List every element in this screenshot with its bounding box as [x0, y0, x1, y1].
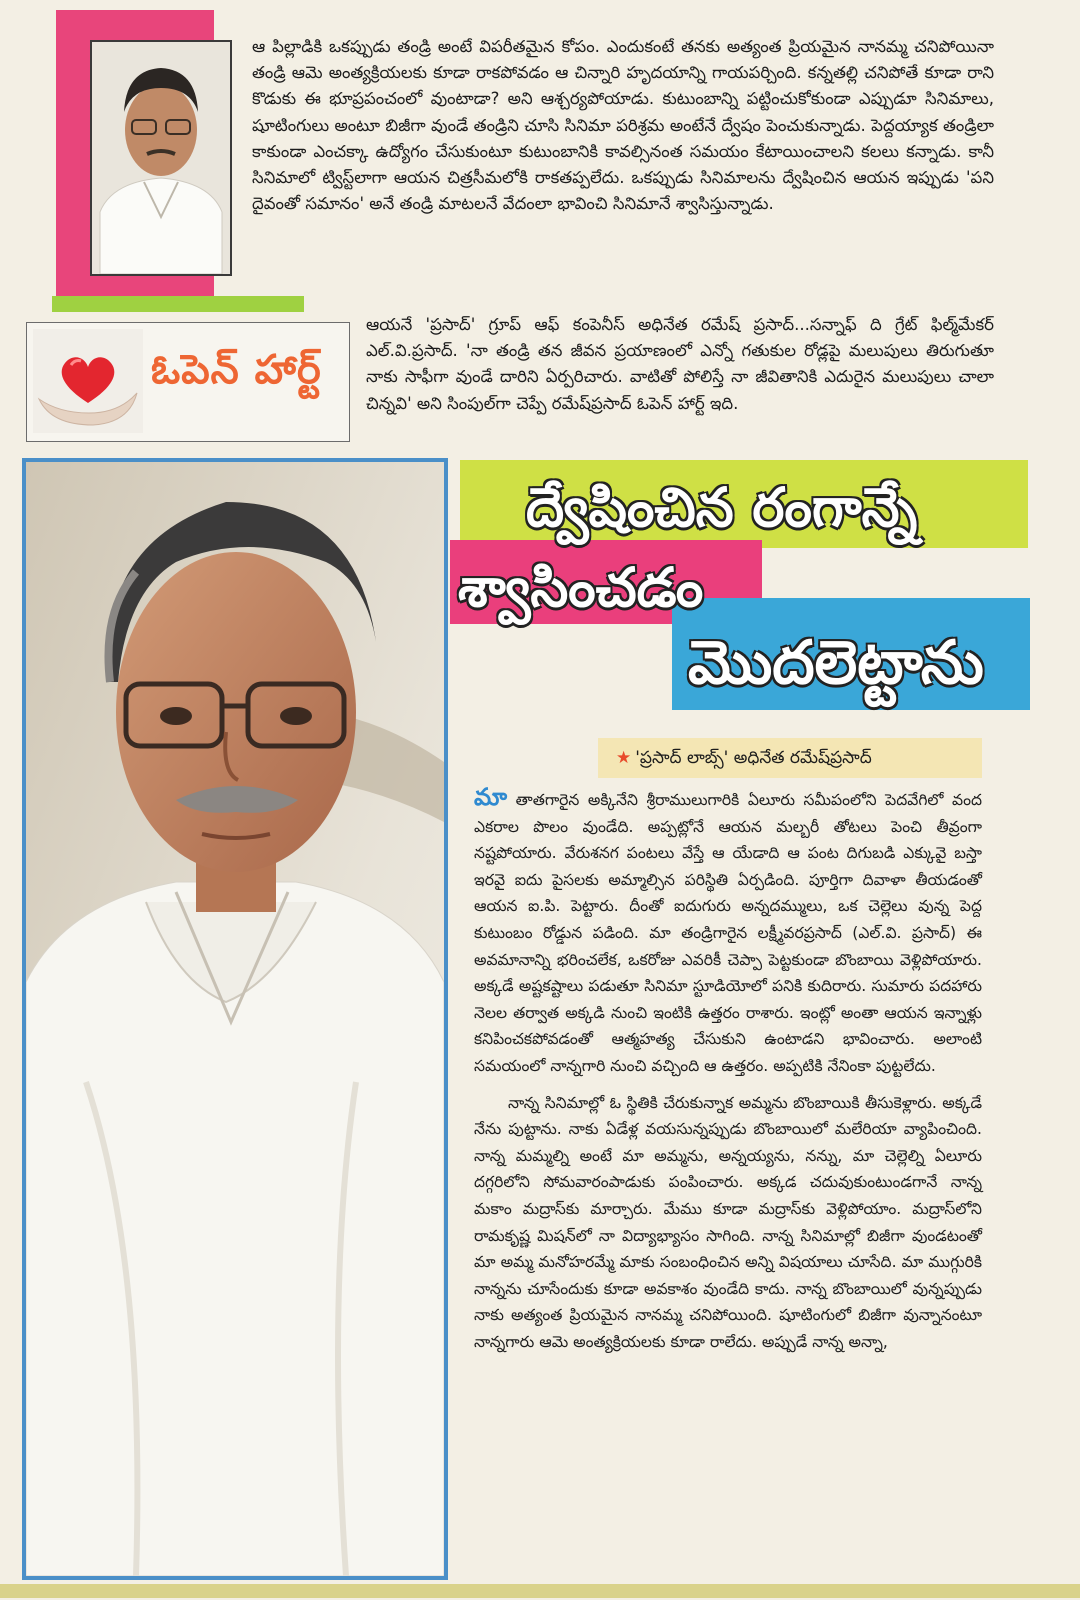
portrait-photo-small — [90, 40, 232, 276]
intro-paragraph-2: ఆయనే 'ప్రసాద్' గ్రూప్ ఆఫ్ కంపెనీస్ అధినేత రమేష్ ప్రసాద్...సన్నాఫ్ ది గ్రేట్ ఫిల్మ్‌మేకర్ ఎల్.వి.ప్రసాద్. 'నా తండ్రి తన జీవన ప్రయాణంలో ఎన్నో గతుకుల రోడ్లపై మలుపులు తిరుగుతూ నాకు సాఫీగా వుండే దారిని ఏర్పరిచారు. వాటితో పోలిస్తే నా జీవితానికి ఎదురైన మలుపులు చాలా చిన్నవి' అని సింపుల్‌గా చెప్పే రమేష్‌ప్రసాద్ ఓపెన్ హార్ట్ ఇది. — [366, 315, 994, 413]
intro-paragraph-1: ఆ పిల్లాడికి ఒకప్పుడు తండ్రి అంటే విపరీతమైన కోపం. ఎందుకంటే తనకు అత్యంత ప్రియమైన నానమ్మ చనిపోయినా తండ్రి ఆమె అంత్యక్రియలకు కూడా రాకపోవడం ఆ చిన్నారి హృదయాన్ని గాయపర్చింది. కన్నతల్లి చనిపోతే కూడా రాని కొడుకు ఈ భూప్రపంచంలో వుంటాడా? అని ఆశ్చర్యపోయాడు. కుటుంబాన్ని పట్టించుకోకుండా ఎప్పుడూ సినిమాలు, షూటింగులు అంటూ బిజీగా వుండే తండ్రిని చూసి సినిమా పరిశ్రమ అంటేనే ద్వేషం పెంచుకున్నాడు. పెద్దయ్యాక తండ్రిలా కాకుండా ఎంచక్కా ఉద్యోగం చేసుకుంటూ కుటుంబానికి కావల్సినంత సమయం కేటాయించాలని కలలు కన్నాడు. కానీ సినిమాలో ట్విస్ట్‌లాగా ఆయన చిత్రసీమలోకి రాకతప్పలేదు. ఒకప్పుడు సినిమాలను ద్వేషించిన ఆయన ఇప్పుడు 'పని దైవంతో సమానం' అనే తండ్రి మాటలనే వేదంలా భావించి సినిమానే శ్వాసిస్తున్నాడు. — [252, 37, 994, 214]
open-heart-logo — [26, 322, 350, 442]
headline-line-1: ద్వేషించిన రంగాన్నే — [526, 476, 918, 539]
byline — [598, 738, 982, 778]
green-decor-band — [52, 296, 304, 312]
article-body — [474, 784, 982, 1365]
star-icon: ★ — [616, 748, 632, 768]
portrait-photo-main — [22, 458, 448, 1580]
body-paragraph-1-text: తాతగారైన అక్కినేని శ్రీరాములుగారికి ఏలూరు సమీపంలోని పెదవేగిలో వంద ఎకరాల పొలం వుండేది. అప్పట్లోనే ఆయన మల్బరీ తోటలు పెంచి తీవ్రంగా నష్టపోయారు. వేరుశనగ పంటలు వేస్తే ఆ యేడాది ఆ పంట దిగుబడి ఎక్కువై బస్తా ఇరవై ఐదు పైసలకు అమ్మాల్సిన పరిస్థితి ఏర్పడింది. పూర్తిగా దివాళా తీయడంతో ఆయన ఐ.పి. పెట్టారు. దీంతో ఐదుగురు అన్నదమ్ములు, ఒక చెల్లెలు వున్న పెద్ద కుటుంబం రోడ్డున పడింది. మా తండ్రిగారైన లక్ష్మీవరప్రసాద్ (ఎల్.వి. ప్రసాద్) ఈ అవమానాన్ని భరించలేక, ఒకరోజు ఎవరికీ చెప్పా పెట్టకుండా బొంబాయి వెళ్లిపోయారు. అక్కడే అష్టకష్టాలు పడుతూ సినిమా స్టూడియోలో పనికి కుదిరారు. సుమారు పదహారు నెలల తర్వాత అక్కడి నుంచి ఇంటికి ఉత్తరం రాశారు. ఇంట్లో అంతా ఆయన ఇన్నాళ్లు కనిపించకపోవడంతో ఆత్మహత్య చేసుకుని ఉంటాడని భావించారు. అలాంటి సమయంలో నాన్నగారి నుంచి వచ్చింది ఆ ఉత్తరం. అప్పటికి నేనింకా పుట్టలేదు. — [474, 791, 982, 1075]
body-paragraph-2: నాన్న సినిమాల్లో ఓ స్థితికి చేరుకున్నాక అమ్మను బొంబాయికి తీసుకెళ్లారు. అక్కడే నేను పుట్టాను. నాకు ఏడేళ్ల వయసున్నప్పుడు బొంబాయిలో మలేరియా వ్యాపించింది. నాన్న మమ్మల్ని అంటే మా అమ్మను, అన్నయ్యను, నన్ను, మా చెల్లెల్ని ఏలూరు దగ్గరిలోని సోమవారంపాడుకు పంపించారు. అక్కడ చదువుకుంటుండగానే నాన్న మకాం మద్రాస్‌కు మార్చారు. మేము కూడా మద్రాస్‌కు వెళ్లిపోయాం. మద్రాస్‌లోని రామకృష్ణ మిషన్‌లో నా విద్యాభ్యాసం సాగింది. నాన్న సినిమాల్లో బిజీగా వుండటంతో మా అమ్మ మనోహరమ్మే మాకు సంబంధించిన అన్ని విషయాలు చూసేది. మా ముగ్గురికి నాన్నను చూసేందుకు కూడా అవకాశం వుండేది కాదు. నాన్న బొంబాయిలో వున్నప్పుడు నాకు అత్యంత ప్రియమైన నానమ్మ చనిపోయింది. షూటింగులో బిజీగా వున్నానంటూ నాన్నగారు ఆమె అంత్యక్రియలకు కూడా రాలేదు. అప్పుడే నాన్న అన్నా, — [474, 1093, 982, 1351]
body-paragraph-1 — [474, 784, 982, 1080]
dropcap: మా — [474, 783, 508, 811]
headline-line-2: శ్వాసించడం — [458, 556, 704, 619]
headline — [450, 460, 1030, 730]
section-logo-text: ఓపెన్ హార్ట్ — [151, 347, 322, 393]
bottom-decor-band — [0, 1584, 1080, 1598]
headline-line-3: మొదలెట్టాను — [688, 628, 984, 698]
heart-in-hands-icon — [33, 329, 143, 433]
byline-text: 'ప్రసాద్ లాబ్స్' అధినేత రమేష్‌ప్రసాద్ — [635, 748, 872, 768]
